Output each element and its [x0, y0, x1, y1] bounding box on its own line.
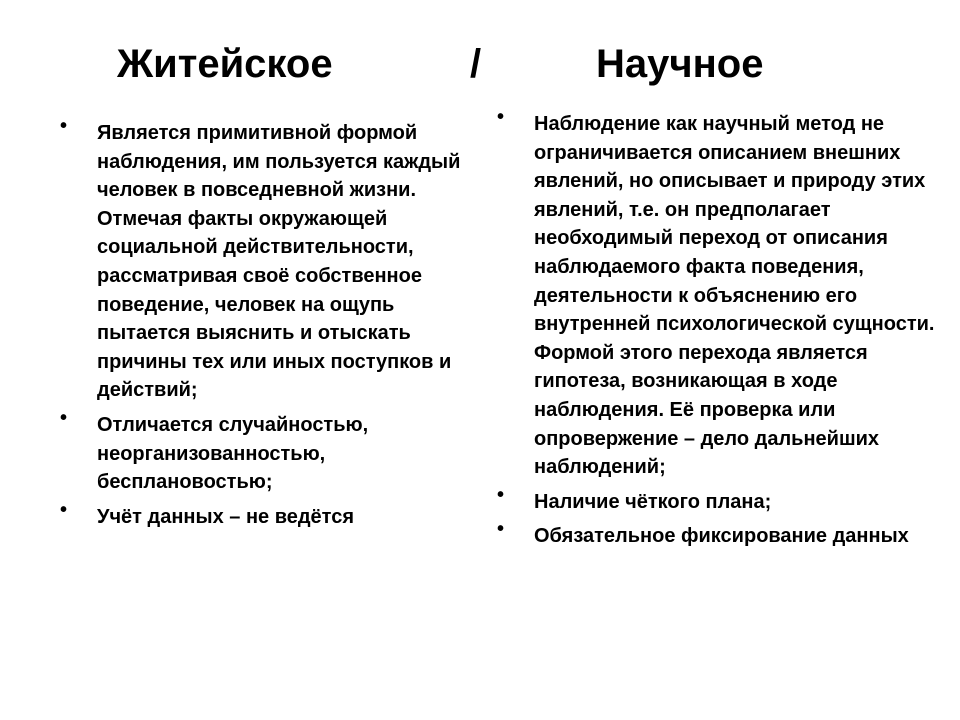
bullet-icon: • — [497, 518, 505, 541]
list-item-text: Учёт данных – не ведётся — [97, 505, 355, 528]
list-item-text: Обязательное фиксирование данных — [534, 525, 909, 548]
list-item — [497, 483, 942, 517]
scientific-observation-list — [497, 106, 942, 557]
list-item-text: Является примитивной формой наблюдения, им пользуется каждый человек в повседневной жизни. Отмечая факты окружающей социальной действительности, рассматривая своё собственное поведение, человек на ощупь пытается выяснить и отыскать причины тех или иных поступков и действий; — [97, 122, 461, 402]
bullet-icon: • — [60, 498, 68, 521]
list-item-text: Наблюдение как научный метод не ограничивается описанием внешних явлений, но описывает и природу этих явлений, т.е. он предполагает необходимый переход от описания наблюдаемого факта поведения, деятельности к объяснению его внутренней психологической сущности. Формой этого перехода является гипотеза, возникающая в ходе наблюдения. Её проверка или опровержение – дело дальнейших наблюдений; — [534, 113, 935, 479]
list-item-text: Наличие чёткого плана; — [534, 490, 772, 513]
bullet-icon: • — [497, 483, 505, 506]
list-item — [60, 498, 465, 532]
bullet-icon: • — [60, 115, 68, 137]
list-item-text: Отличается случайностью, неорганизованностью, бесплановостью; — [97, 413, 369, 494]
list-item — [497, 518, 942, 551]
everyday-observation-list — [60, 115, 465, 537]
list-item — [497, 106, 942, 482]
title-separator: / — [470, 42, 482, 86]
bullet-icon: • — [60, 406, 68, 429]
title-scientific: Научное — [596, 42, 764, 86]
list-item — [60, 115, 465, 405]
title-everyday: Житейское — [117, 42, 333, 86]
list-item — [60, 406, 465, 497]
bullet-icon: • — [497, 106, 505, 128]
